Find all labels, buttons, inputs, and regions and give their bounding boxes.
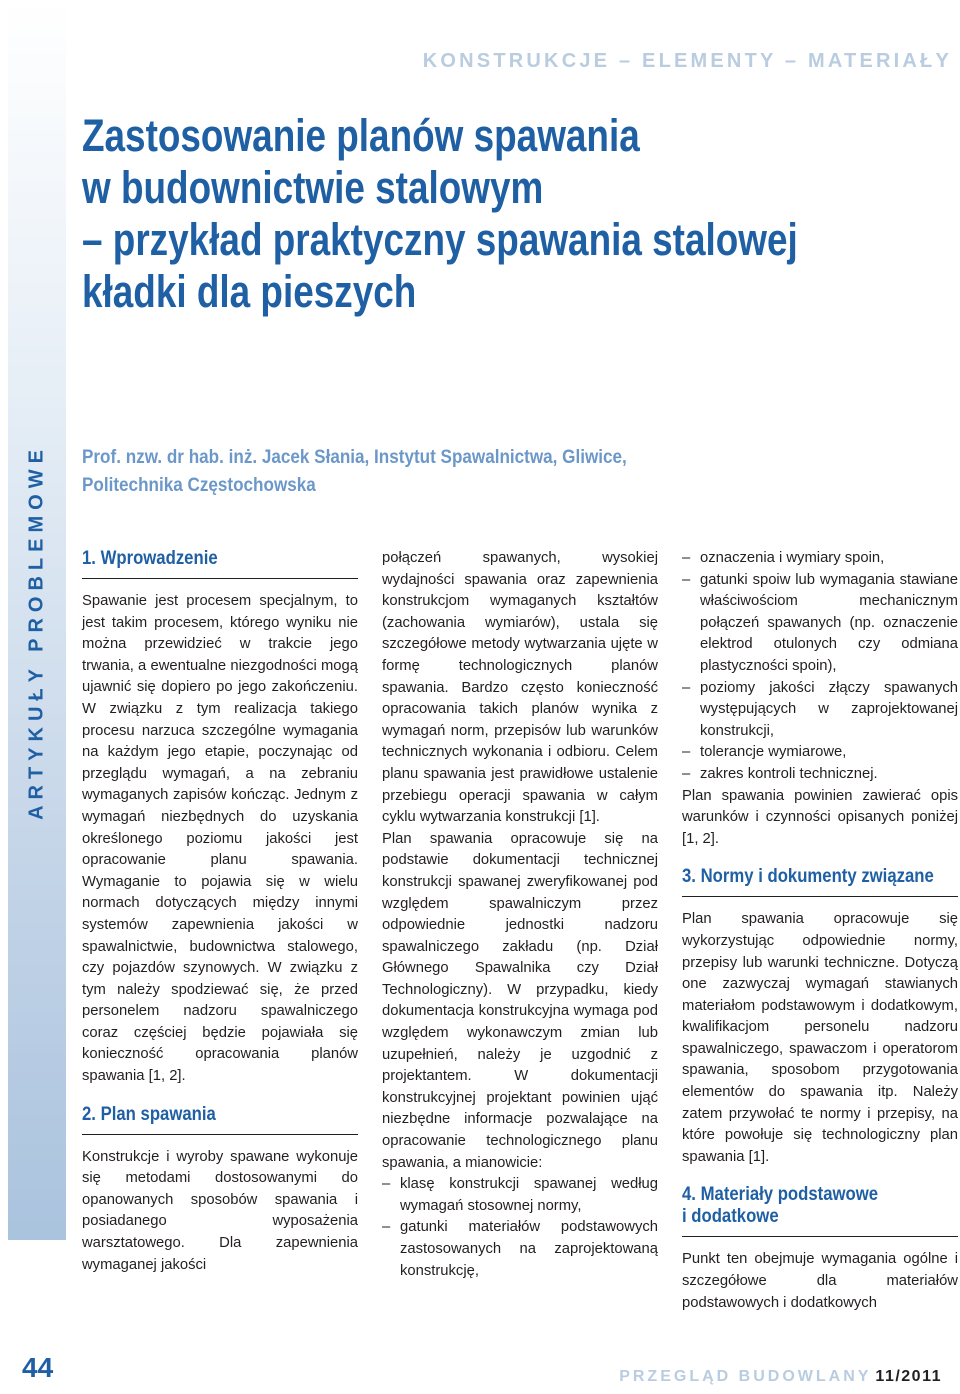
running-head: KONSTRUKCJE – ELEMENTY – MATERIAŁY [422, 50, 952, 72]
list-item: – tolerancje wymiarowe, [682, 742, 958, 764]
section-label: ARTYKUŁY PROBLEMOWE [25, 444, 48, 820]
article-title [82, 110, 798, 318]
list-item: – gatunki spoiw lub wymagania stawiane właściwościom mechanicznym połączeń spawanych (np. oznaczenie elektrod otulonych czy odmiana plastyczności spoin), [682, 570, 958, 678]
title-line: Zastosowanie planów spawania [82, 110, 640, 161]
list-item: – oznaczenia i wymiary spoin, [682, 548, 958, 570]
paragraph: Konstrukcje i wyroby spawane wykonuje się metodami dostosowanymi do opanowanych sposobów spawania i posiadanego wyposażenia warsztatowego. Dla zapewnienia wymaganej jakości [82, 1148, 358, 1273]
heading-text: i dodatkowe [682, 1206, 779, 1228]
heading-text: 4. Materiały podstawowe [682, 1184, 879, 1206]
section-heading-rule [82, 548, 358, 579]
text-column-3 [682, 548, 958, 1314]
heading-text: 1. Wprowadzenie [82, 548, 218, 569]
section-heading-rule [82, 1104, 358, 1135]
list-item: – poziomy jakości złączy spawanych występujących w zaprojektowanej konstrukcji, [682, 678, 958, 743]
section-heading [682, 866, 958, 888]
author-affiliation [82, 444, 856, 500]
list-item: – gatunki materiałów podstawowych zastosowanych na zaprojektowaną konstrukcję, [382, 1217, 658, 1282]
paragraph: Punkt ten obejmuje wymagania ogólne i szczegółowe dla materiałów podstawowych i dodatkowych [682, 1251, 958, 1311]
issue-number: 11/2011 [875, 1368, 942, 1385]
page-number: 44 [22, 1352, 54, 1383]
author-line: Politechnika Częstochowska [82, 475, 316, 496]
section-heading-rule [682, 866, 958, 897]
title-line: – przykład praktyczny spawania stalowej [82, 214, 798, 265]
text-column-1 [82, 548, 358, 1276]
paragraph: połączeń spawanych, wysokiej wydajności spawania oraz zapewnienia konstrukcjom wymaganych kształtów (zachowania wymiarów), ustala się szczegółowe metody wytwarzania ujęte w formę technologicznych planów spawania. Bardzo często konieczność opracowania takich planów wynika z wymagań norm, przepisów lub warunków technicznych wykonania i odbioru. Celem planu spawania jest prawidłowe ustalenie przebiegu operacji spawania w całym cyklu wytwarzania konstrukcji [1]. [382, 550, 658, 826]
title-line: w budownictwie stalowym [82, 162, 544, 213]
text-column-2 [382, 548, 658, 1282]
author-line: Prof. nzw. dr hab. inż. Jacek Słania, Instytut Spawalnictwa, Gliwice, [82, 447, 627, 468]
requirement-list [382, 1174, 658, 1282]
list-item: – zakres kontroli technicznej. [682, 764, 958, 786]
paragraph: Spawanie jest procesem specjalnym, to jest takim procesem, którego wyniku nie można przewidzieć w trakcie jego trwania, a ewentualne niezgodności mogą ujawnić się dopiero po jego zakończeniu. W związku z tym realizacja takiego procesu narzuca szczególne wymagania na każdym jego etapie, poczynając od przeglądu wymagań, a na zebraniu wymaganych zapisów kończąc. Jednym z wymagań niezbędnych do uzyskania określonego poziomu jakości jest opracowanie planu spawania. Wymaganie to pojawia się w wielu normach dotyczących między innymi systemów zapewnienia jakości w spawalnictwie, budownictwa stalowego, czy pojazdów szynowych. W związku z tym należy spodziewać się, że przed personelem nadzoru spawalniczego coraz częściej będzie pojawiała się konieczność opracowania planów spawania [1, 2]. [82, 593, 358, 1085]
heading-text: 3. Normy i dokumenty związane [682, 866, 934, 888]
paragraph: Plan spawania opracowuje się wykorzystując odpowiednie normy, przepisy lub warunki techniczne. Dotyczą one zazwyczaj wymagań stawianych materiałom podstawowym i dodatkowym, kwalifikacjom personelu nadzoru spawalniczego, spawaczom i operatorom spawania, sposobom przygotowania elementów do spawania itp. Należy zatem przywołać te normy i przepisy, na które powołuje się technologiczny plan spawania [1]. [682, 911, 958, 1165]
journal-footer [619, 1368, 942, 1386]
paragraph: Plan spawania opracowuje się na podstawie dokumentacji technicznej konstrukcji spawanej zweryfikowanej pod względem spawalniczym przez odpowiednie jednostki nadzoru spawalniczego zakładu (np. Dział Głównego Spawalnika czy Dział Technologiczny). W przypadku, kiedy dokumentacja konstrukcyjna wymaga pod względem wykonawczym zmian lub uzupełnień, należy je uzgodnić z projektantem. W dokumentacji konstrukcyjnej projektant powinien ująć niezbędne informacje pozwalające na opracowanie technologicznego planu spawania, a mianowicie: [382, 830, 658, 1171]
list-item: – klasę konstrukcji spawanej według wymagań stosownej normy, [382, 1174, 658, 1217]
requirement-list-continued [682, 548, 958, 786]
section-heading-rule [682, 1184, 958, 1237]
paragraph: Plan spawania powinien zawierać opis warunków i czynności opisanych poniżej [1, 2]. [682, 787, 958, 847]
heading-text: 2. Plan spawania [82, 1103, 216, 1125]
section-heading [682, 1184, 958, 1228]
section-heading [82, 1104, 358, 1126]
section-heading [82, 548, 358, 570]
journal-name: PRZEGLĄD BUDOWLANY [619, 1368, 872, 1385]
title-line: kładki dla pieszych [82, 266, 417, 317]
